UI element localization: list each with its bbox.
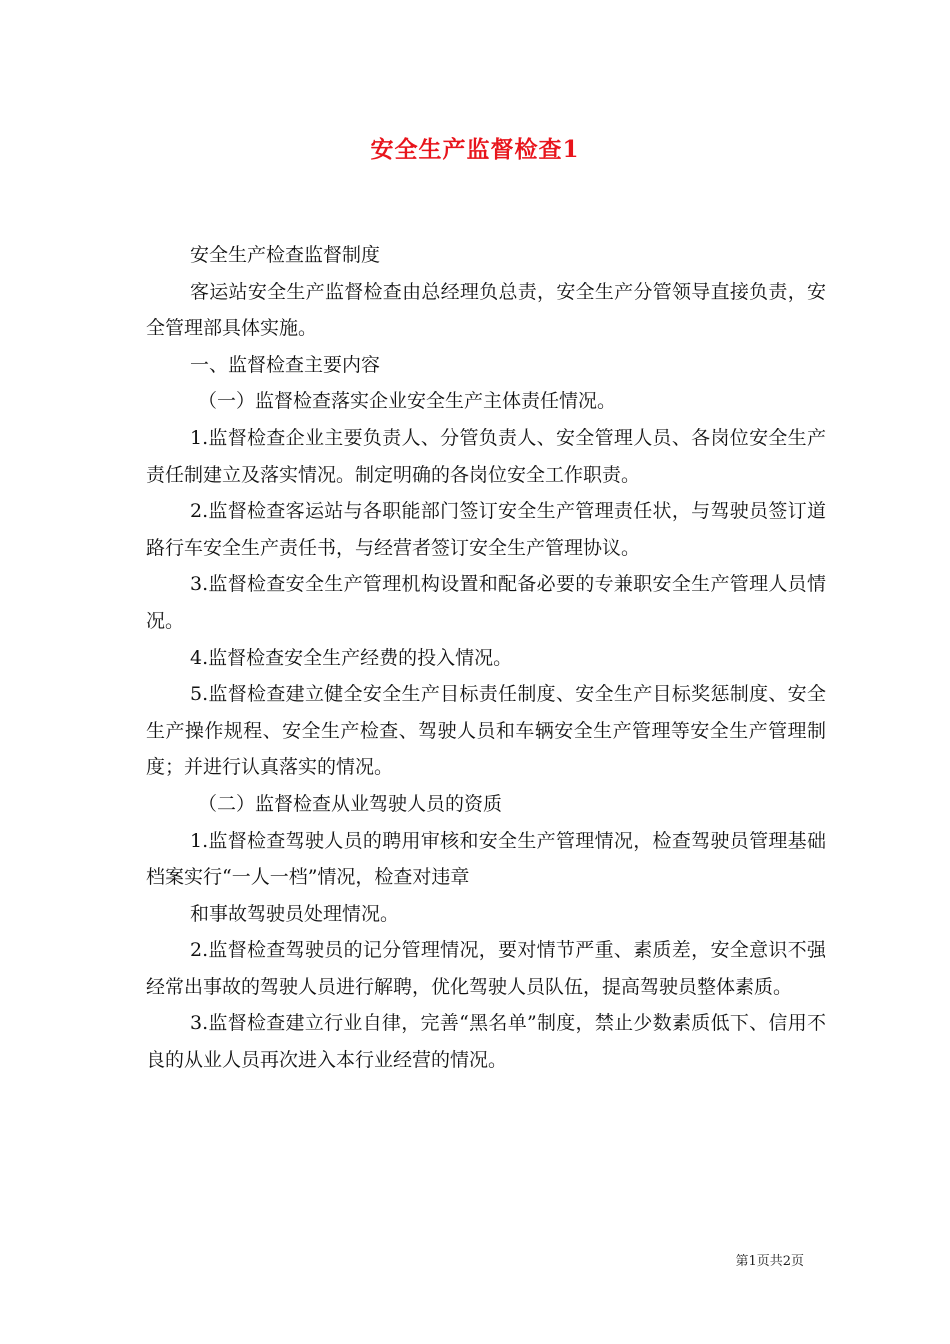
list-item: 3.监督检查建立行业自律，完善“黑名单”制度，禁止少数素质低下、信用不良的从业人员再次进入本行业经营的情况。: [146, 1012, 826, 1072]
list-item: 5.监督检查建立健全安全生产目标责任制度、安全生产目标奖惩制度、安全生产操作规程、安全生产检查、驾驶人员和车辆安全生产管理等安全生产管理制度；并进行认真落实的情况。: [146, 683, 826, 779]
list-item: 1.监督检查企业主要负责人、分管负责人、安全管理人员、各岗位安全生产责任制建立及落实情况。制定明确的各岗位安全工作职责。: [146, 426, 826, 486]
section-heading: 一、监督检查主要内容: [190, 353, 381, 376]
document-body: [146, 237, 826, 1079]
page-indicator: 第1页共2页: [735, 1254, 804, 1269]
list-item: 2.监督检查驾驶员的记分管理情况，要对情节严重、素质差，安全意识不强经常出事故的驾驶人员进行解聘，优化驾驶人员队伍，提高驾驶员整体素质。: [146, 939, 826, 998]
list-item: 2.监督检查客运站与各职能部门签订安全生产管理责任状，与驾驶员签订道路行车安全生产责任书，与经营者签订安全生产管理协议。: [146, 500, 826, 559]
document-title: 安全生产监督检查1: [370, 136, 580, 163]
paragraph-heading: 安全生产检查监督制度: [190, 244, 381, 266]
paragraph: 客运站安全生产监督检查由总经理负总责，安全生产分管领导直接负责，安全管理部具体实施。: [146, 280, 826, 340]
list-item: 4.监督检查安全生产经费的投入情况。: [190, 646, 513, 669]
list-item: 3.监督检查安全生产管理机构设置和配备必要的专兼职安全生产管理人员情况。: [146, 573, 826, 632]
subsection-heading: （一）监督检查落实企业安全生产主体责任情况。: [198, 390, 617, 413]
subsection-heading: （二）监督检查从业驾驶人员的资质: [198, 792, 503, 815]
list-item-continuation: 和事故驾驶员处理情况。: [190, 902, 400, 925]
list-item: 1.监督检查驾驶人员的聘用审核和安全生产管理情况，检查驾驶员管理基础档案实行“一人一档”情况，检查对违章: [146, 829, 826, 889]
